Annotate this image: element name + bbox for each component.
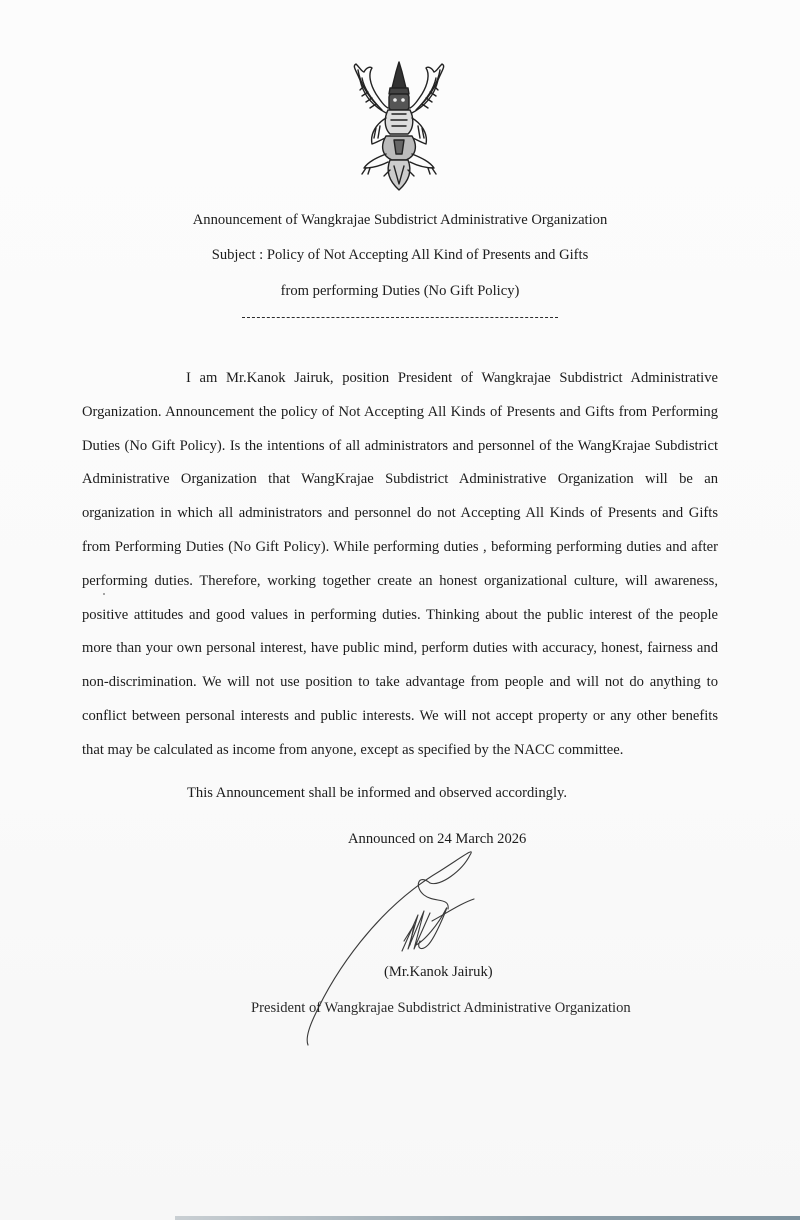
subject-line-1: Subject : Policy of Not Accepting All Kind of Presents and Gifts	[211, 247, 589, 263]
dashed-divider	[242, 317, 558, 318]
signature-icon	[290, 845, 490, 1050]
announcement-title: Announcement of Wangkrajae Subdistrict Administrative Organization	[192, 212, 608, 228]
scan-speck	[103, 593, 105, 595]
garuda-emblem-icon	[346, 58, 452, 194]
signer-position: President of Wangkrajae Subdistrict Administrative Organization	[251, 1000, 631, 1016]
announcement-body: I am Mr.Kanok Jairuk, position President of Wangkrajae Subdistrict Administrative Organization. Announcement the policy of Not Accepting All Kinds of Presents and Gifts from Performing Duties (No Gift Policy). Is the intentions of all administrators and personnel of the WangKrajae Subdistrict Administrative Organization that WangKrajae Subdistrict Administrative Organization will be an organization in which all administrators and personnel do not Accepting All Kinds of Presents and Gifts from Performing Duties (No Gift Policy). While performing duties , beforming performing duties and after performing duties. Therefore, working together create an honest organizational culture, will awareness, positive attitudes and good values in performing duties. Thinking about the public interest of the people more than your own personal interest, have public mind, perform duties with accuracy, honest, fairness and non-discrimination. We will not use position to take advantage from people and will not do anything to conflict between personal interests and public interests. We will not accept property or any other benefits that may be calculated as income from anyone, except as specified by the NACC committee.	[82, 370, 718, 758]
closing-statement: This Announcement shall be informed and observed accordingly.	[187, 785, 568, 801]
subject-line-2: from performing Duties (No Gift Policy)	[280, 283, 520, 299]
page-bottom-edge	[175, 1216, 800, 1220]
announcement-date: Announced on 24 March 2026	[348, 831, 527, 847]
signer-name: (Mr.Kanok Jairuk)	[384, 964, 493, 980]
